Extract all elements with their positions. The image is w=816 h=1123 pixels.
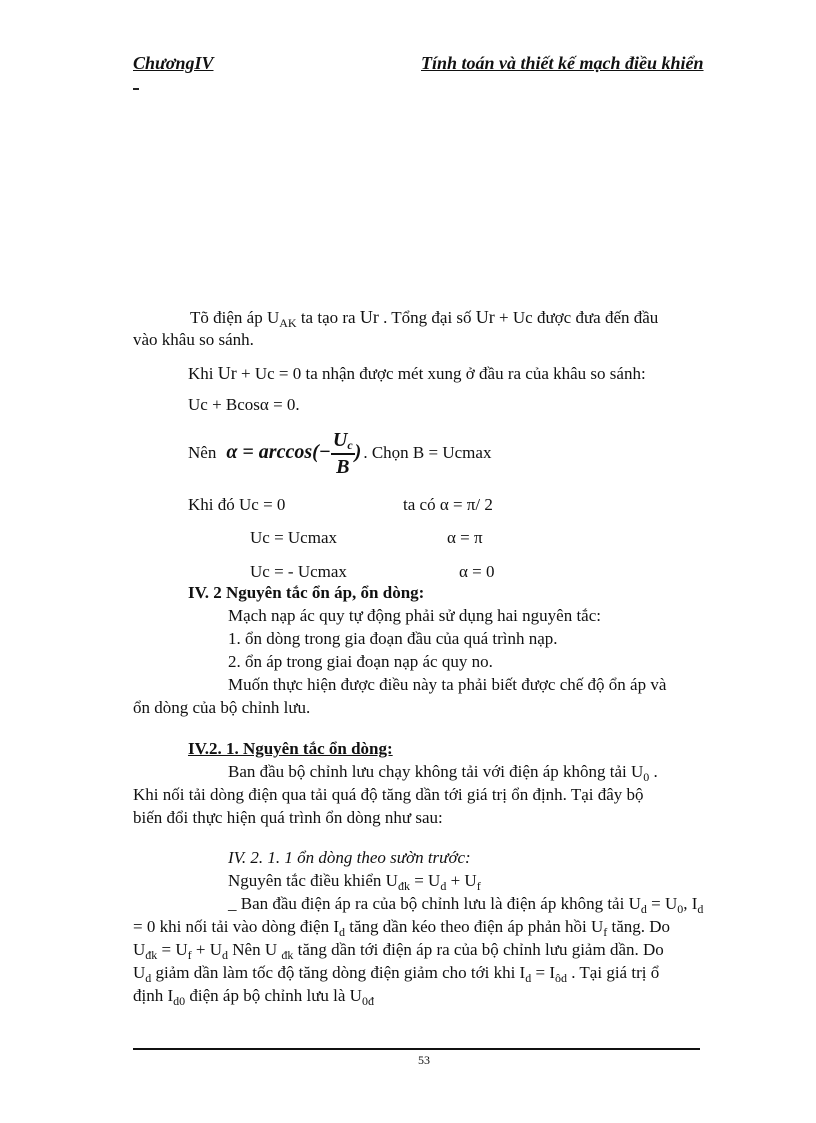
header-mark <box>133 88 139 90</box>
footer-rule <box>133 1048 700 1050</box>
subsection-heading: IV.2. 1. Nguyên tắc ổn dòng: <box>188 739 393 758</box>
body-line: định $I_{d0}$ điện áp bộ chỉnh lưu là $U_{0đ}$ <box>133 986 374 1008</box>
chapter-title: Tính toán và thiết kế mạch điều khiển <box>421 53 704 73</box>
subsubsection-heading: IV. 2. 1. 1 ổn dòng theo sườn trước: <box>228 848 471 867</box>
case-line: Khi đó Uc = 0 <box>188 495 286 514</box>
body-line: Tõ điện áp $U_{AK}$ ta tạo ra Ur . Tổng đại số Ur + Uc được đưa đến đầu <box>190 307 659 330</box>
case-line: Uc = - Ucmax <box>250 562 347 581</box>
body-line: 1. ổn dòng trong gia đoạn đầu của quá trình nạp. <box>228 629 558 648</box>
case-result: ta có α = π/ 2 <box>403 495 493 514</box>
body-line: Muốn thực hiện được điều này ta phải biết được chế độ ổn áp và <box>228 675 667 694</box>
case-line: Uc = Ucmax <box>250 528 338 547</box>
body-line: Nguyên tắc điều khiển $U_{đk} = U_d + U_f$ <box>228 871 481 893</box>
body-line: Mạch nạp ác quy tự động phải sử dụng hai nguyên tắc: <box>228 606 601 625</box>
page-number: 53 <box>418 1053 430 1067</box>
body-line: ổn dòng của bộ chỉnh lưu. <box>133 698 311 717</box>
body-line: Ban đầu bộ chỉnh lưu chạy không tải với điện áp không tải $U_0$ . <box>228 762 658 784</box>
body-line: biến đổi thực hiện quá trình ổn dòng như sau: <box>133 808 443 827</box>
body-line: $U_d$ giảm dần làm tốc độ tăng dòng điện giảm cho tới khi $I_d = I_{ôd}$ . Tại giá trị ổ <box>133 963 660 985</box>
case-result: α = π <box>447 528 483 547</box>
body-line: Khi nối tải dòng điện qua tải quá độ tăng dần tới giá trị ổn định. Tại đây bộ <box>133 785 644 804</box>
body-line: vào khâu so sánh. <box>133 330 254 349</box>
chapter-label: ChươngIV <box>133 53 214 73</box>
body-line: Khi Ur + Uc = 0 ta nhận được mét xung ở đầu ra của khâu so sánh: <box>188 363 646 383</box>
case-result: α = 0 <box>459 562 495 581</box>
equation-line: Uc + Bcosα = 0. <box>188 395 300 414</box>
body-line: $U_{đk} = U_f + U_d$ Nên U $_{đk}$ tăng dần tới điện áp ra của bộ chỉnh lưu giảm dần. Do <box>133 940 664 962</box>
body-line: = 0 khi nối tải vào dòng điện $I_d$ tăng dần kéo theo điện áp phản hồi $U_f$ tăng. Do <box>133 917 671 939</box>
body-line: _ Ban đầu điện áp ra của bộ chỉnh lưu là điện áp không tải $U_d = U_0$, $I_d$ <box>228 894 704 916</box>
alpha-formula: α = arccos(− $\frac{Uc}{B}$ ) <box>226 428 362 478</box>
section-heading: IV. 2 Nguyên tắc ổn áp, ổn dòng: <box>188 583 425 602</box>
body-line: 2. ổn áp trong giai đoạn nạp ác quy no. <box>228 652 493 671</box>
formula-line: Nên α = arccos(− $\frac{Uc}{B}$ ) . Chọn B = Ucmax <box>188 428 492 478</box>
